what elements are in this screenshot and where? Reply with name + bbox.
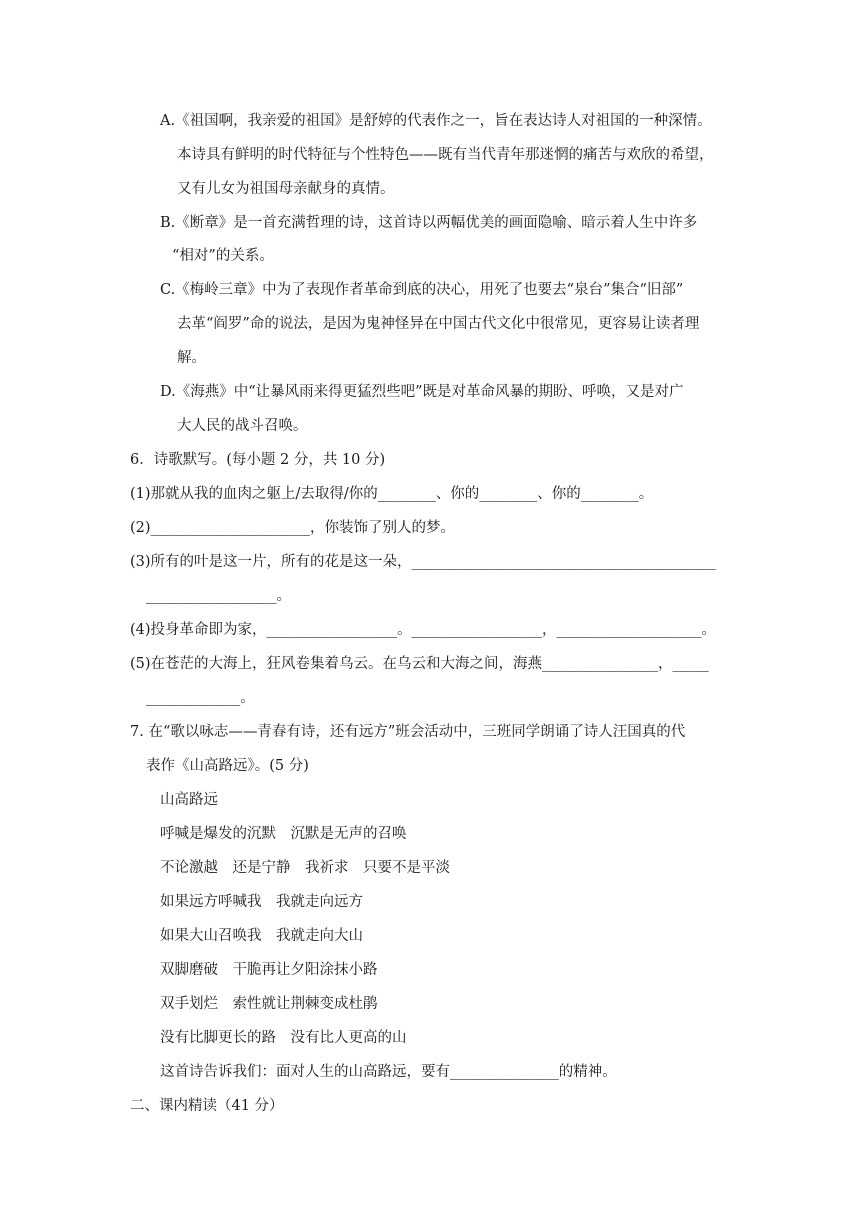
poem-line: 双脚磨破 干脆再让夕阳涂抹小路	[160, 962, 378, 978]
option-c-line-3: 解。	[177, 350, 206, 366]
option-a-line-2: 本诗具有鲜明的时代特征与个性特色——既有当代青年那迷惘的痛苦与欢欣的希望，	[177, 147, 714, 163]
option-d-line-1: D.《海燕》中“让暴风雨来得更猛烈些吧”既是对革命风暴的期盼、呼唤，又是对广	[160, 384, 684, 400]
recitation-item-3: (3)所有的叶是这一片，所有的花是这一朵，__________________________________________	[130, 554, 717, 570]
question-6-title: 6．诗歌默写。(每小题 2 分，共 10 分)	[130, 452, 386, 468]
recitation-item-5-continued: _____________。	[146, 690, 255, 706]
poem-line: 如果远方呼喊我 我就走向远方	[160, 894, 363, 910]
option-a-line-3: 又有儿女为祖国母亲献身的真情。	[177, 181, 395, 197]
option-b-line-2: “相对”的关系。	[172, 248, 274, 264]
poem-line: 双手划烂 索性就让荆棘变成杜鹃	[160, 996, 378, 1012]
poem-line: 没有比脚更长的路 没有比人更高的山	[160, 1030, 407, 1046]
recitation-item-3-continued: __________________。	[146, 588, 291, 604]
recitation-item-1: (1)那就从我的血肉之躯上/去取得/你的________、你的________、你的________。	[130, 486, 654, 502]
question-7-title-line-2: 表作《山高路远》。(5 分)	[146, 758, 309, 774]
option-b-line-1: B.《断章》是一首充满哲理的诗，这首诗以两幅优美的画面隐喻、暗示着人生中许多	[160, 215, 698, 231]
poem-line: 山高路远	[160, 792, 218, 808]
section-2-heading: 二、课内精读（41 分）	[130, 1098, 284, 1114]
option-d-line-2: 大人民的战斗召唤。	[177, 418, 308, 434]
poem-line: 不论激越 还是宁静 我祈求 只要不是平淡	[160, 860, 450, 876]
poem-line: 如果大山召唤我 我就走向大山	[160, 928, 363, 944]
recitation-item-2: (2)______________________，你装饰了别人的梦。	[130, 520, 456, 536]
recitation-item-5: (5)在苍茫的大海上，狂风卷集着乌云。在乌云和大海之间，海燕________________，_____	[130, 656, 709, 672]
option-c-line-2: 去革“阎罗”命的说法，是因为鬼神怪异在中国古代文化中很常见，更容易让读者理	[177, 316, 700, 332]
recitation-item-4: (4)投身革命即为家，__________________。__________________，____________________。	[130, 622, 717, 638]
poem-line: 呼喊是爆发的沉默 沉默是无声的召唤	[160, 826, 407, 842]
question-7-prompt: 这首诗告诉我们：面对人生的山高路远，要有_______________的精神。	[160, 1064, 617, 1080]
question-7-title-line-1: 7. 在“歌以咏志——青春有诗，还有远方”班会活动中，三班同学朗诵了诗人汪国真的代	[130, 724, 686, 740]
option-a-line-1: A.《祖国啊，我亲爱的祖国》是舒婷的代表作之一，旨在表达诗人对祖国的一种深情。	[160, 113, 712, 129]
option-c-line-1: C.《梅岭三章》中为了表现作者革命到底的决心，用死了也要去“泉台”集合“旧部”	[160, 282, 684, 298]
